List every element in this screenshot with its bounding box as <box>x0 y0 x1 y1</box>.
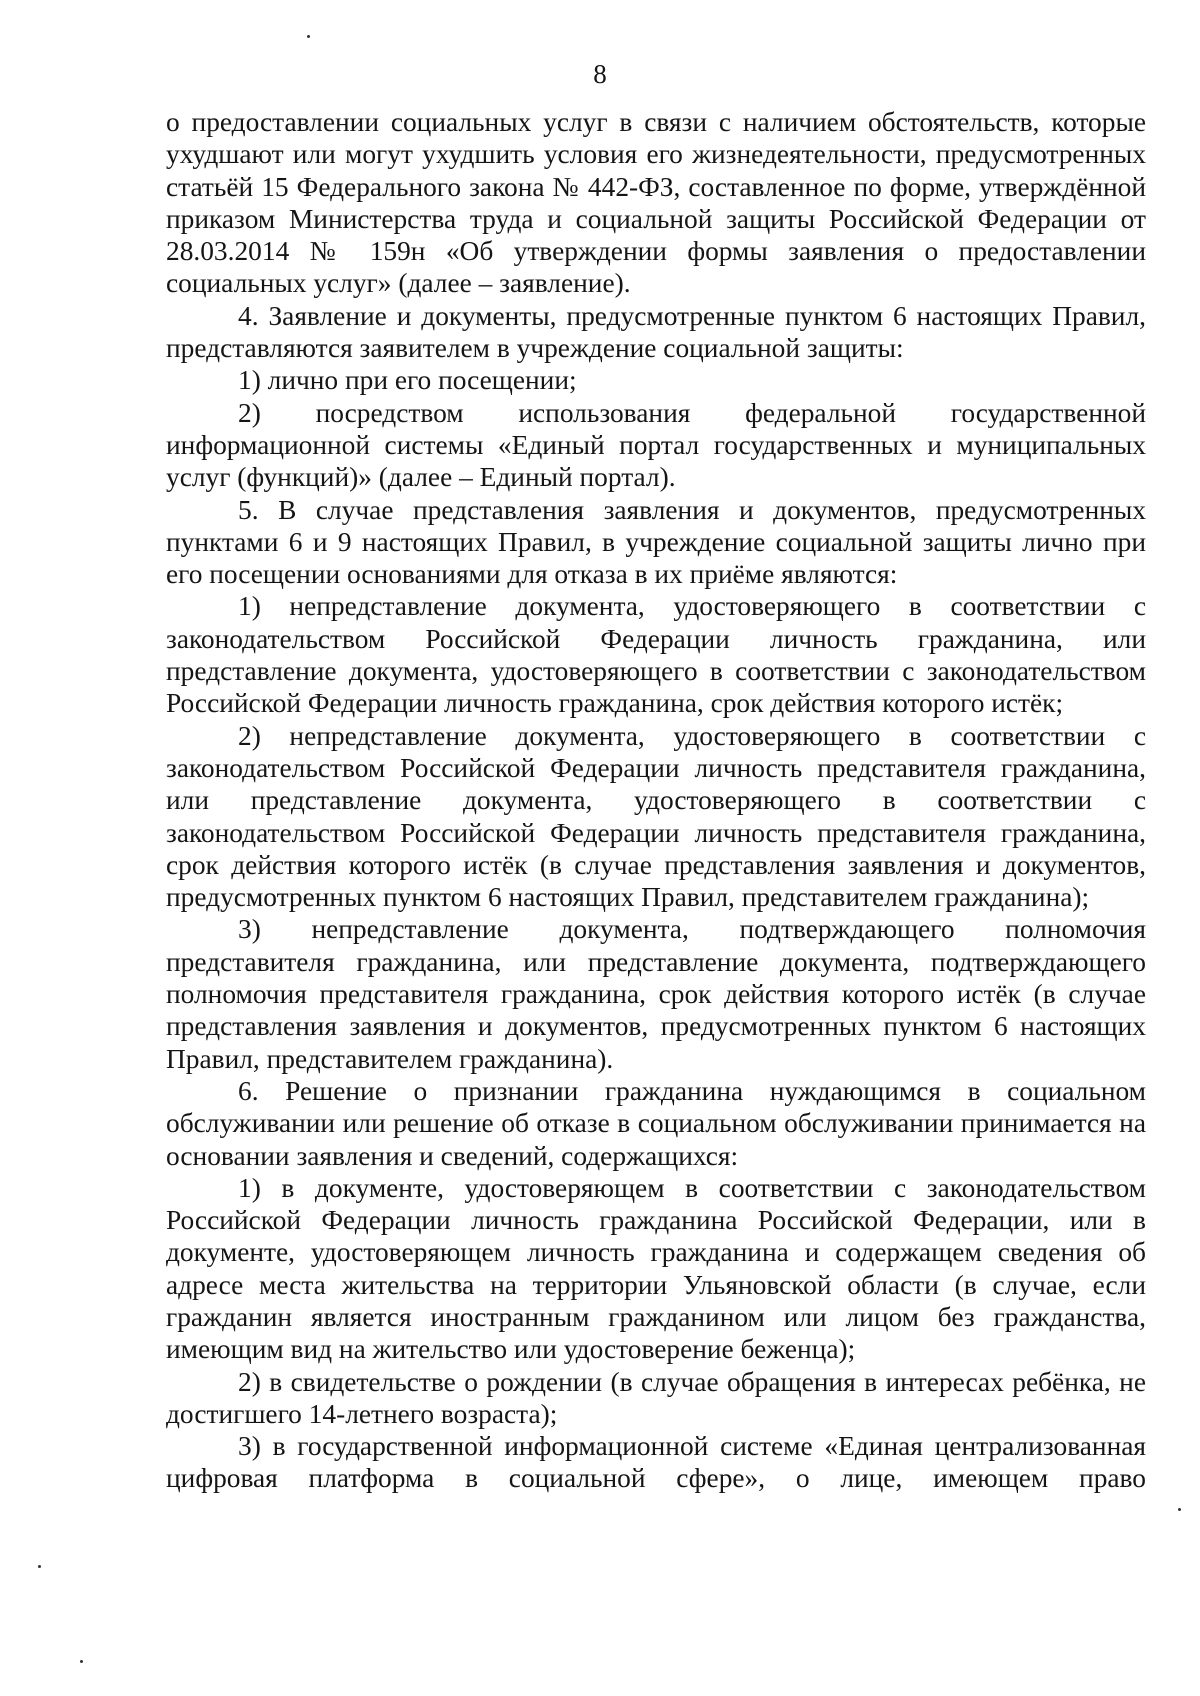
document-body <box>166 106 1146 1495</box>
paragraph-item-4: 4. Заявление и документы, предусмотренные пунктом 6 настоящих Правил, представляются заявителем в учреждение социальной защиты: <box>166 300 1146 364</box>
paragraph-continuation: о предоставлении социальных услуг в связи с наличием обстоятельств, которые ухудшают или могут ухудшить условия его жизнедеятельности, предусмотренных статьёй 15 Федерального закона № 442-ФЗ, составленное по форме, утверждённой приказом Министерства труда и социальной защиты Российской Федерации от 28.03.2014 № 159н «Об утверждении формы заявления о предоставлении социальных услуг» (далее – заявление). <box>166 107 1146 299</box>
scan-speck <box>307 35 310 38</box>
paragraph-item-5: 5. В случае представления заявления и документов, предусмотренных пунктами 6 и 9 настоящих Правил, в учреждение социальной защиты лично при его посещении основаниями для отказа в их приёме являются: <box>166 494 1146 590</box>
paragraph-item-4-2: 2) посредством использования федеральной государственной информационной системы «Единый портал государственных и муниципальных услуг (функций)» (далее – Единый портал). <box>166 397 1146 493</box>
paragraph-item-4-1: 1) лично при его посещении; <box>238 365 577 396</box>
paragraph-item-5-3: 3) непредставление документа, подтверждающего полномочия представителя гражданина, или представление документа, подтверждающего полномочия представителя гражданина, срок действия которого истёк (в случае представления заявления и документов, предусмотренных пунктом 6 настоящих Правил, представителем гражданина). <box>166 914 1146 1074</box>
scan-speck <box>1178 1508 1181 1511</box>
scan-speck <box>38 1565 41 1568</box>
scan-speck <box>80 1660 83 1663</box>
paragraph-item-6-1: 1) в документе, удостоверяющем в соответствии с законодательством Российской Федерации личность гражданина Российской Федерации, или в документе, удостоверяющем личность гражданина и содержащем сведения об адресе места жительства на территории Ульяновской области (в случае, если гражданин является иностранным гражданином или лицом без гражданства, имеющим вид на жительство или удостоверение беженца); <box>166 1172 1146 1365</box>
paragraph-item-5-2: 2) непредставление документа, удостоверяющего в соответствии с законодательством Российской Федерации личность представителя гражданина, или представление документа, удостоверяющего в соответствии с законодательством Российской Федерации личность представителя гражданина, срок действия которого истёк (в случае представления заявления и документов, предусмотренных пунктом 6 настоящих Правил, представителем гражданина); <box>166 720 1146 913</box>
page-number: 8 <box>593 59 607 89</box>
paragraph-item-5-1: 1) непредставление документа, удостоверяющего в соответствии с законодательством Российской Федерации личность гражданина, или представление документа, удостоверяющего в соответствии с законодательством Российской Федерации личность гражданина, срок действия которого истёк; <box>166 591 1146 719</box>
paragraph-item-6-2: 2) в свидетельстве о рождении (в случае обращения в интересах ребёнка, не достигшего 14-летнего возраста); <box>166 1366 1146 1429</box>
paragraph-item-6-3: 3) в государственной информационной системе «Единая централизованная цифровая платформа в социальной сфере», о лице, имеющем право <box>166 1431 1146 1494</box>
paragraph-item-6: 6. Решение о признании гражданина нуждающимся в социальном обслуживании или решение об отказе в социальном обслуживании принимается на основании заявления и сведений, содержащихся: <box>166 1075 1146 1171</box>
